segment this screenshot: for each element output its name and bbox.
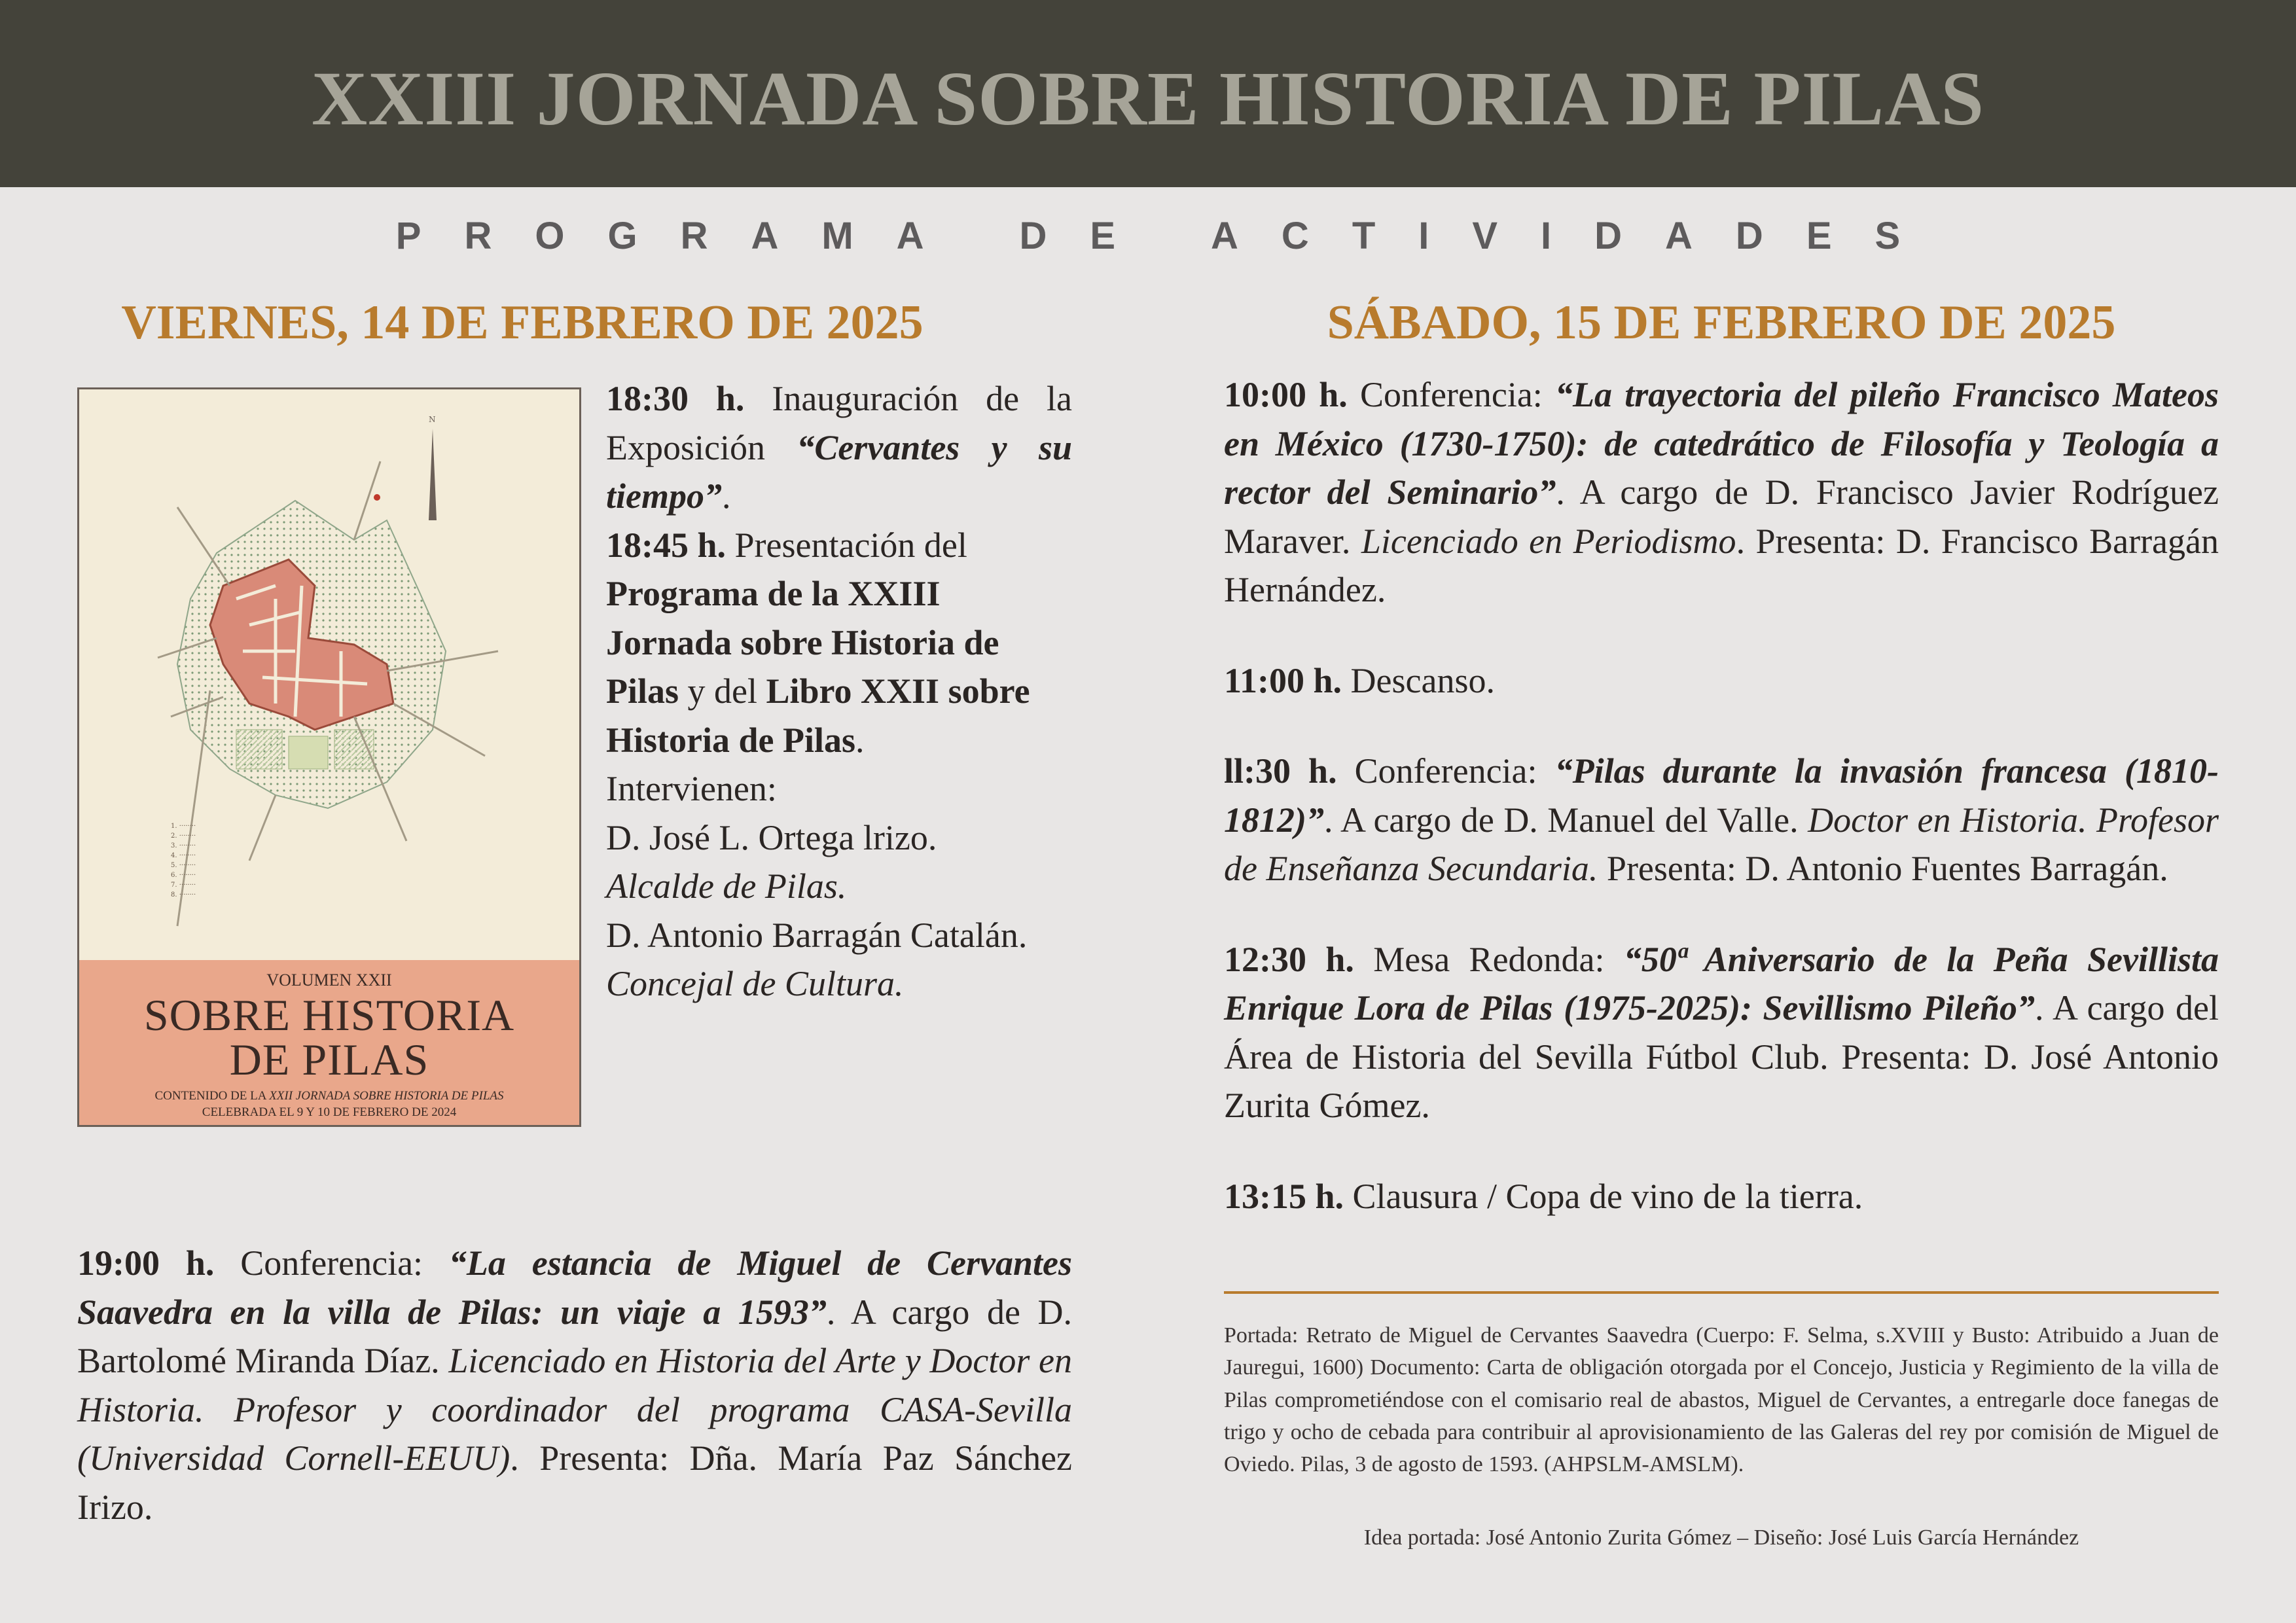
event-text: . A cargo de D. Francisco Javier Rodríguez Maraver. bbox=[1224, 473, 2219, 561]
cover-title-line2: DE PILAS bbox=[229, 1035, 429, 1084]
event-time: 19:00 h. bbox=[77, 1243, 215, 1283]
event-time: 18:45 h. bbox=[606, 525, 726, 565]
conference-title: “La trayectoria del pileño Francisco Mateos en México (1730-1750): de catedrático de Filosofía y Teología a rector del Seminario” bbox=[1224, 375, 2219, 512]
speaker-name: D. José L. Ortega lrizo. bbox=[606, 817, 937, 857]
event-text: Presenta: D. Antonio Fuentes Barragán. bbox=[1598, 849, 2168, 889]
cover-subtitle-italic: XXII JORNADA SOBRE HISTORIA DE PILAS bbox=[269, 1089, 504, 1103]
speaker-credentials: Doctor en Historia. Profesor de Enseñanza Secundaria. bbox=[1224, 800, 2219, 889]
cover-volume: VOLUMEN XXII bbox=[266, 971, 392, 990]
event-program-title: Programa de la XXIII Jornada sobre Historia de Pilas bbox=[606, 574, 999, 711]
speaker-2 bbox=[606, 911, 1072, 1008]
event-presentation bbox=[606, 521, 1072, 765]
town-map-image bbox=[79, 389, 579, 960]
event-end: . bbox=[721, 476, 731, 516]
friday-title: VIERNES, 14 DE FEBRERO DE 2025 bbox=[121, 296, 924, 349]
event-text: Conferencia: bbox=[1347, 375, 1556, 414]
event-time: 18:30 h. bbox=[606, 379, 745, 418]
cover-subtitle-date: CELEBRADA EL 9 Y 10 DE FEBRERO DE 2024 bbox=[202, 1105, 457, 1119]
event-text: Inauguración de la Exposición bbox=[606, 379, 1073, 467]
program-heading: PROGRAMA DE ACTIVIDADES bbox=[395, 215, 1944, 257]
event-conference-1 bbox=[1224, 370, 2219, 615]
round-table-title: “50ª Aniversario de la Peña Sevillista Enrique Lora de Pilas (1975-2025): Sevillismo Pileño” bbox=[1224, 939, 2219, 1028]
speaker-role: Alcalde de Pilas. bbox=[606, 866, 847, 906]
conference-title: “Pilas durante la invasión francesa (1810-1812)” bbox=[1224, 751, 2219, 840]
event-text: y del bbox=[679, 671, 766, 711]
event-time: 10:00 h. bbox=[1224, 375, 1348, 414]
event-text: Mesa Redonda: bbox=[1354, 939, 1624, 979]
event-text: Descanso. bbox=[1342, 660, 1495, 700]
event-conference-2 bbox=[1224, 747, 2219, 893]
cover-subtitle bbox=[79, 1088, 579, 1120]
event-time: 12:30 h. bbox=[1224, 939, 1354, 979]
event-text: Clausura / Copa de vino de la tierra. bbox=[1344, 1176, 1863, 1216]
event-text: . A cargo de D. Manuel del Valle. bbox=[1323, 800, 1808, 840]
event-conference-friday bbox=[77, 1239, 1072, 1531]
friday-right-column bbox=[606, 374, 1072, 1008]
event-text: Conferencia: bbox=[214, 1243, 449, 1283]
event-text: . Presenta: D. Francisco Barragán Hernández. bbox=[1224, 521, 2219, 610]
design-credit: Idea portada: José Antonio Zurita Gómez – Diseño: José Luis García Hernández bbox=[1363, 1525, 2079, 1550]
speaker-name: D. Antonio Barragán Catalán. bbox=[606, 915, 1028, 955]
saturday-title: SÁBADO, 15 DE FEBRERO DE 2025 bbox=[1327, 296, 2116, 349]
cover-title-line1: SOBRE HISTORIA bbox=[143, 990, 515, 1040]
cover-title-band bbox=[79, 960, 579, 1125]
saturday-column bbox=[1224, 370, 2219, 1221]
cover-credits: Portada: Retrato de Miguel de Cervantes Saavedra (Cuerpo: F. Selma, s.XVIII y Busto: Atribuido a Juan de Jauregui, 1600) Documento: Carta de obligación otorgada por el Concejo, Justicia y Regimiento de la villa de Pilas comprometiéndose con el comisario real de abastos, Miguel de Cervantes, a entregarle doce fanegas de trigo y ocho de cebada para contribuir al aprovisionamiento de las Galeras del rey por comisión de Miguel de Oviedo. Pilas, 3 de agosto de 1593. (AHPSLM-AMSLM). bbox=[1224, 1323, 2219, 1477]
map-legend: 1. ········ 2. ········ 3. ········ 4. ········ 5. ········ 6. ········ 7. ········ 8. ········ bbox=[171, 823, 196, 899]
event-time: ll:30 h. bbox=[1224, 751, 1337, 791]
event-text: . Presenta: Dña. María Paz Sánchez Irizo. bbox=[77, 1438, 1072, 1527]
speakers-label: Intervienen: bbox=[606, 769, 777, 809]
book-cover bbox=[77, 387, 581, 1127]
event-time: 11:00 h. bbox=[1224, 660, 1342, 700]
event-text: Presentación del bbox=[726, 525, 967, 565]
conference-title: “La estancia de Miguel de Cervantes Saavedra en la villa de Pilas: un viaje a 1593” bbox=[77, 1243, 1073, 1332]
event-text: . A cargo de D. Bartolomé Miranda Díaz. bbox=[77, 1292, 1072, 1381]
speaker-1 bbox=[606, 813, 1072, 911]
event-inauguration bbox=[606, 374, 1072, 521]
divider bbox=[1224, 1291, 2219, 1294]
event-closing bbox=[1224, 1172, 2219, 1221]
event-text: . A cargo del Área de Historia del Sevilla Fútbol Club. Presenta: D. José Antonio Zurita Gómez. bbox=[1224, 988, 2219, 1126]
speaker-credentials: Licenciado en Historia del Arte y Doctor en Historia. Profesor y coordinador del programa CASA-Sevilla (Universidad Cornell-EEUU) bbox=[77, 1341, 1072, 1478]
event-time: 13:15 h. bbox=[1224, 1176, 1344, 1216]
event-round-table bbox=[1224, 935, 2219, 1130]
page-title: XXIII JORNADA SOBRE HISTORIA DE PILAS bbox=[311, 56, 1985, 141]
svg-text:N: N bbox=[429, 415, 436, 424]
cover-subtitle-text: CONTENIDO DE LA bbox=[154, 1089, 270, 1103]
event-book-title: Libro XXII sobre Historia de Pilas bbox=[606, 671, 1030, 760]
event-end: . bbox=[855, 720, 865, 760]
event-break bbox=[1224, 656, 2219, 705]
event-text: Conferencia: bbox=[1336, 751, 1555, 791]
speaker-credentials: Licenciado en Periodismo bbox=[1361, 521, 1736, 561]
speaker-role: Concejal de Cultura. bbox=[606, 964, 904, 1004]
event-exhibition-title: “Cervantes y su tiempo” bbox=[606, 427, 1072, 516]
